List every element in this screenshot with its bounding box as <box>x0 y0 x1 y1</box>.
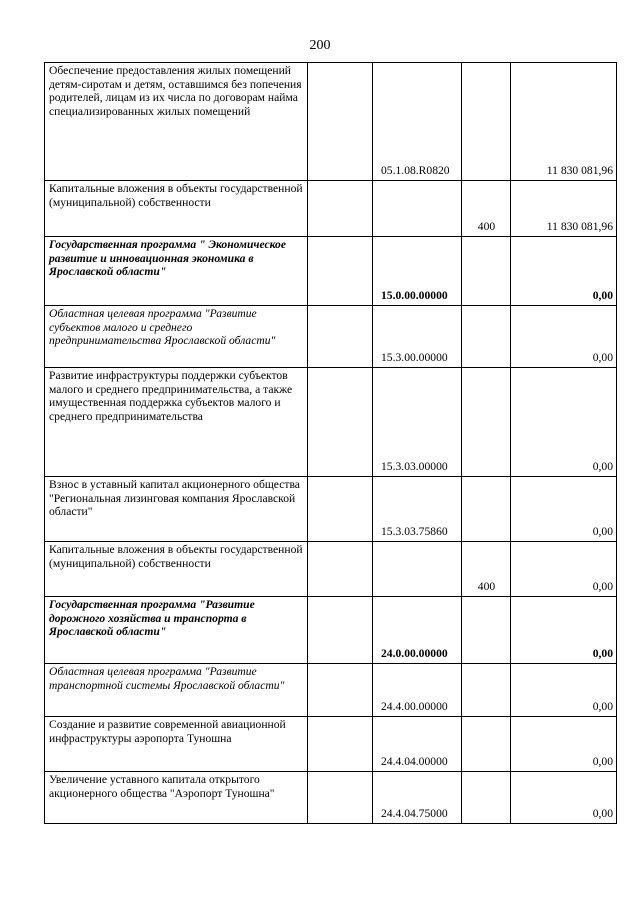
row-empty-cell <box>308 477 373 542</box>
row-empty-cell <box>308 63 373 181</box>
row-empty-cell <box>308 368 373 477</box>
row-name-cell: Взнос в уставный капитал акционерного общества "Региональная лизинговая компания Ярославской области" <box>45 477 308 542</box>
table-row <box>45 368 617 477</box>
table-row <box>45 597 617 664</box>
row-code-cell: 24.4.04.75000 <box>373 772 462 824</box>
row-amount-cell: 0,00 <box>511 477 617 542</box>
row-code-cell <box>373 181 462 237</box>
row-name-cell: Капитальные вложения в объекты государственной (муниципальной) собственности <box>45 542 308 597</box>
table-row <box>45 306 617 368</box>
row-empty-cell <box>308 772 373 824</box>
row-name-cell: Областная целевая программа "Развитие субъектов малого и среднего предпринимательства Ярославской области" <box>45 306 308 368</box>
row-name-cell: Областная целевая программа "Развитие транспортной системы Ярославской области" <box>45 664 308 717</box>
row-vr-cell <box>462 306 511 368</box>
row-amount-cell: 0,00 <box>511 368 617 477</box>
row-empty-cell <box>308 717 373 772</box>
row-code-cell: 15.3.03.00000 <box>373 368 462 477</box>
row-vr-cell <box>462 368 511 477</box>
row-code-cell: 15.3.00.00000 <box>373 306 462 368</box>
table-row <box>45 772 617 824</box>
row-name-cell: Государственная программа " Экономическое развитие и инновационная экономика в Ярославской области" <box>45 237 308 306</box>
row-vr-cell: 400 <box>462 542 511 597</box>
row-amount-cell: 0,00 <box>511 306 617 368</box>
table-row <box>45 542 617 597</box>
row-vr-cell <box>462 237 511 306</box>
row-name-cell: Развитие инфраструктуры поддержки субъектов малого и среднего предпринимательства, а также имущественная поддержка субъектов малого и среднего предпринимательства <box>45 368 308 477</box>
row-empty-cell <box>308 237 373 306</box>
row-vr-cell <box>462 717 511 772</box>
row-amount-cell: 0,00 <box>511 542 617 597</box>
row-code-cell: 24.0.00.00000 <box>373 597 462 664</box>
table-row <box>45 717 617 772</box>
budget-table <box>44 62 617 824</box>
row-vr-cell: 400 <box>462 181 511 237</box>
row-code-cell <box>373 542 462 597</box>
row-name-cell: Увеличение уставного капитала открытого акционерного общества "Аэропорт Туношна" <box>45 772 308 824</box>
table-row <box>45 477 617 542</box>
row-code-cell: 24.4.04.00000 <box>373 717 462 772</box>
row-empty-cell <box>308 664 373 717</box>
row-amount-cell: 11 830 081,96 <box>511 181 617 237</box>
row-empty-cell <box>308 181 373 237</box>
row-vr-cell <box>462 63 511 181</box>
table-row <box>45 181 617 237</box>
row-name-cell: Государственная программа "Развитие дорожного хозяйства и транспорта в Ярославской области" <box>45 597 308 664</box>
row-code-cell: 24.4.00.00000 <box>373 664 462 717</box>
table-row <box>45 63 617 181</box>
row-vr-cell <box>462 772 511 824</box>
row-vr-cell <box>462 477 511 542</box>
row-code-cell: 15.3.03.75860 <box>373 477 462 542</box>
row-amount-cell: 0,00 <box>511 772 617 824</box>
row-vr-cell <box>462 664 511 717</box>
page-number: 200 <box>309 38 331 53</box>
row-empty-cell <box>308 306 373 368</box>
row-code-cell: 05.1.08.R0820 <box>373 63 462 181</box>
row-empty-cell <box>308 542 373 597</box>
row-name-cell: Капитальные вложения в объекты государственной (муниципальной) собственности <box>45 181 308 237</box>
row-amount-cell: 11 830 081,96 <box>511 63 617 181</box>
row-empty-cell <box>308 597 373 664</box>
row-vr-cell <box>462 597 511 664</box>
table-row <box>45 237 617 306</box>
row-amount-cell: 0,00 <box>511 664 617 717</box>
row-code-cell: 15.0.00.00000 <box>373 237 462 306</box>
row-amount-cell: 0,00 <box>511 597 617 664</box>
table-row <box>45 664 617 717</box>
row-name-cell: Обеспечение предоставления жилых помещений детям-сиротам и детям, оставшимся без попечения родителей, лицам из их числа по договорам найма специализированных жилых помещений <box>45 63 308 181</box>
row-amount-cell: 0,00 <box>511 717 617 772</box>
row-amount-cell: 0,00 <box>511 237 617 306</box>
row-name-cell: Создание и развитие современной авиационной инфраструктуры аэропорта Туношна <box>45 717 308 772</box>
